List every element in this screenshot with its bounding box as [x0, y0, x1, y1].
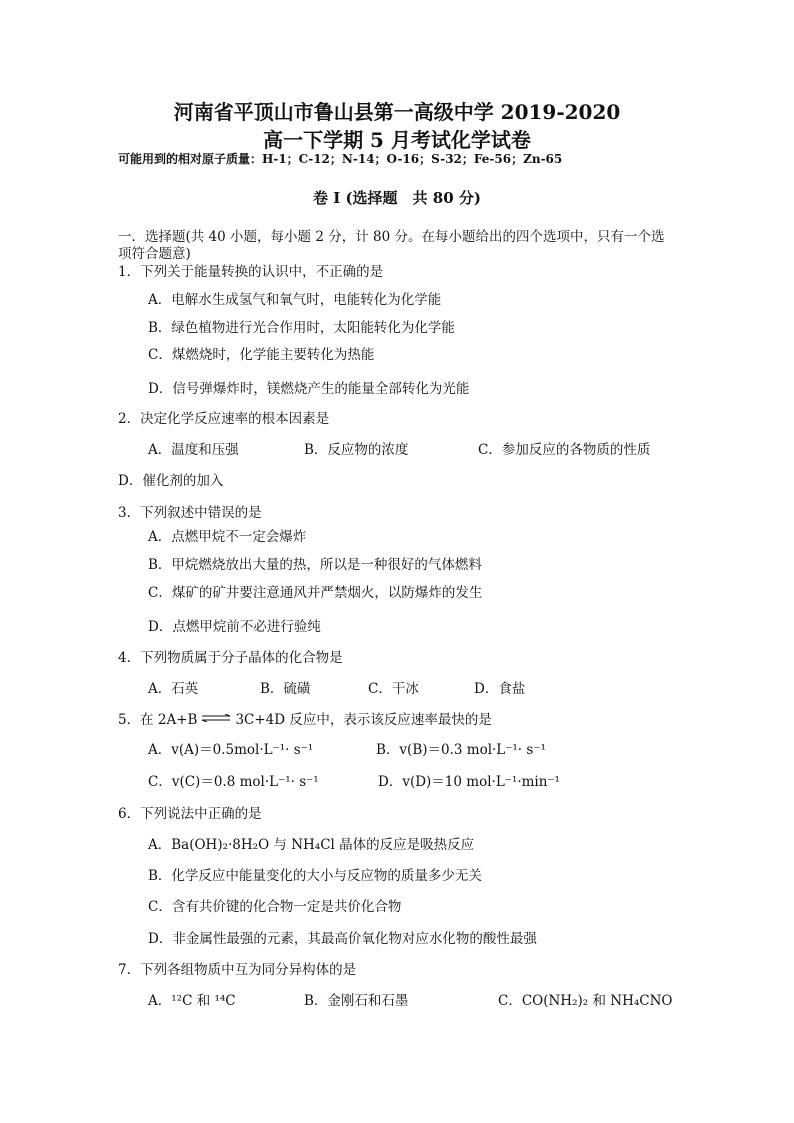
q3-stem: 3．下列叙述中错误的是: [118, 505, 262, 521]
q2-stem: 2．决定化学反应速率的根本因素是: [118, 411, 330, 427]
q2-option-d: D．催化剂的加入: [118, 473, 224, 489]
q6-option-d: D．非金属性最强的元素，其最高价氧化物对应水化物的酸性最强: [148, 931, 537, 947]
q4-option-d: D．食盐: [474, 681, 526, 697]
q1-option-a: A．电解水生成氢气和氧气时，电能转化为化学能: [148, 292, 442, 308]
q5-option-a: A．v(A)＝0.5mol·L⁻¹· s⁻¹: [148, 742, 314, 758]
exam-title-line1: 河南省平顶山市鲁山县第一高级中学 2019-2020: [173, 100, 621, 124]
q3-option-a: A．点燃甲烷不一定会爆炸: [148, 529, 307, 545]
q3-option-c: C．煤矿的矿井要注意通风并严禁烟火，以防爆炸的发生: [148, 585, 483, 601]
q4-option-b: B．硫磺: [260, 681, 311, 697]
q2-option-b: B．反应物的浓度: [304, 442, 409, 458]
q5-stem: [118, 711, 492, 729]
q7-stem: 7．下列各组物质中互为同分异构体的是: [118, 962, 357, 978]
q6-option-a: A．Ba(OH)₂·8H₂O 与 NH₄Cl 晶体的反应是吸热反应: [148, 837, 475, 853]
q7-option-a: A．¹²C 和 ¹⁴C: [148, 993, 236, 1009]
q6-option-b: B．化学反应中能量变化的大小与反应物的质量多少无关: [148, 868, 482, 884]
q1-stem: 1．下列关于能量转换的认识中，不正确的是: [118, 264, 384, 280]
q7-option-c: C．CO(NH₂)₂ 和 NH₄CNO: [498, 993, 673, 1009]
q1-option-b: B．绿色植物进行光合作用时，太阳能转化为化学能: [148, 320, 455, 336]
q6-stem: 6．下列说法中正确的是: [118, 806, 262, 822]
q7-option-b: B．金刚石和石墨: [304, 993, 409, 1009]
q5-stem-pre: 5．在 2A+B: [118, 712, 198, 728]
instructions-line2: 项符合题意): [118, 246, 191, 262]
q2-option-c: C．参加反应的各物质的性质: [478, 442, 651, 458]
q1-option-c: C．煤燃烧时，化学能主要转化为热能: [148, 347, 375, 363]
q1-option-d: D．信号弹爆炸时，镁燃烧产生的能量全部转化为光能: [148, 381, 470, 397]
q2-option-a: A．温度和压强: [148, 442, 239, 458]
q5-option-d: D．v(D)＝10 mol·L⁻¹·min⁻¹: [378, 774, 560, 790]
q5-option-b: B．v(B)＝0.3 mol·L⁻¹· s⁻¹: [376, 742, 546, 758]
q3-option-d: D．点燃甲烷前不必进行验纯: [148, 619, 321, 635]
q4-option-a: A．石英: [148, 681, 199, 697]
q4-stem: 4．下列物质属于分子晶体的化合物是: [118, 650, 343, 666]
q5-option-c: C．v(C)＝0.8 mol·L⁻¹· s⁻¹: [148, 774, 319, 790]
instructions-line1: 一．选择题(共 40 小题，每小题 2 分，计 80 分。在每小题给出的四个选项中，只有一个选: [118, 229, 665, 245]
q4-option-c: C．干冰: [368, 681, 419, 697]
q6-option-c: C．含有共价键的化合物一定是共价化合物: [148, 899, 402, 915]
section-title: 卷 I (选择题 共 80 分): [313, 189, 481, 207]
atomic-masses: 可能用到的相对原子质量：H-1；C-12；N-14；O-16；S-32；Fe-56；Zn-65: [118, 152, 563, 166]
exam-title-line2: 高一下学期 5 月考试化学试卷: [263, 128, 531, 152]
q3-option-b: B．甲烷燃烧放出大量的热，所以是一种很好的气体燃料: [148, 557, 482, 573]
equilibrium-arrow-icon: [201, 714, 231, 722]
q5-stem-post: 3C+4D 反应中，表示该反应速率最快的是: [235, 712, 492, 728]
